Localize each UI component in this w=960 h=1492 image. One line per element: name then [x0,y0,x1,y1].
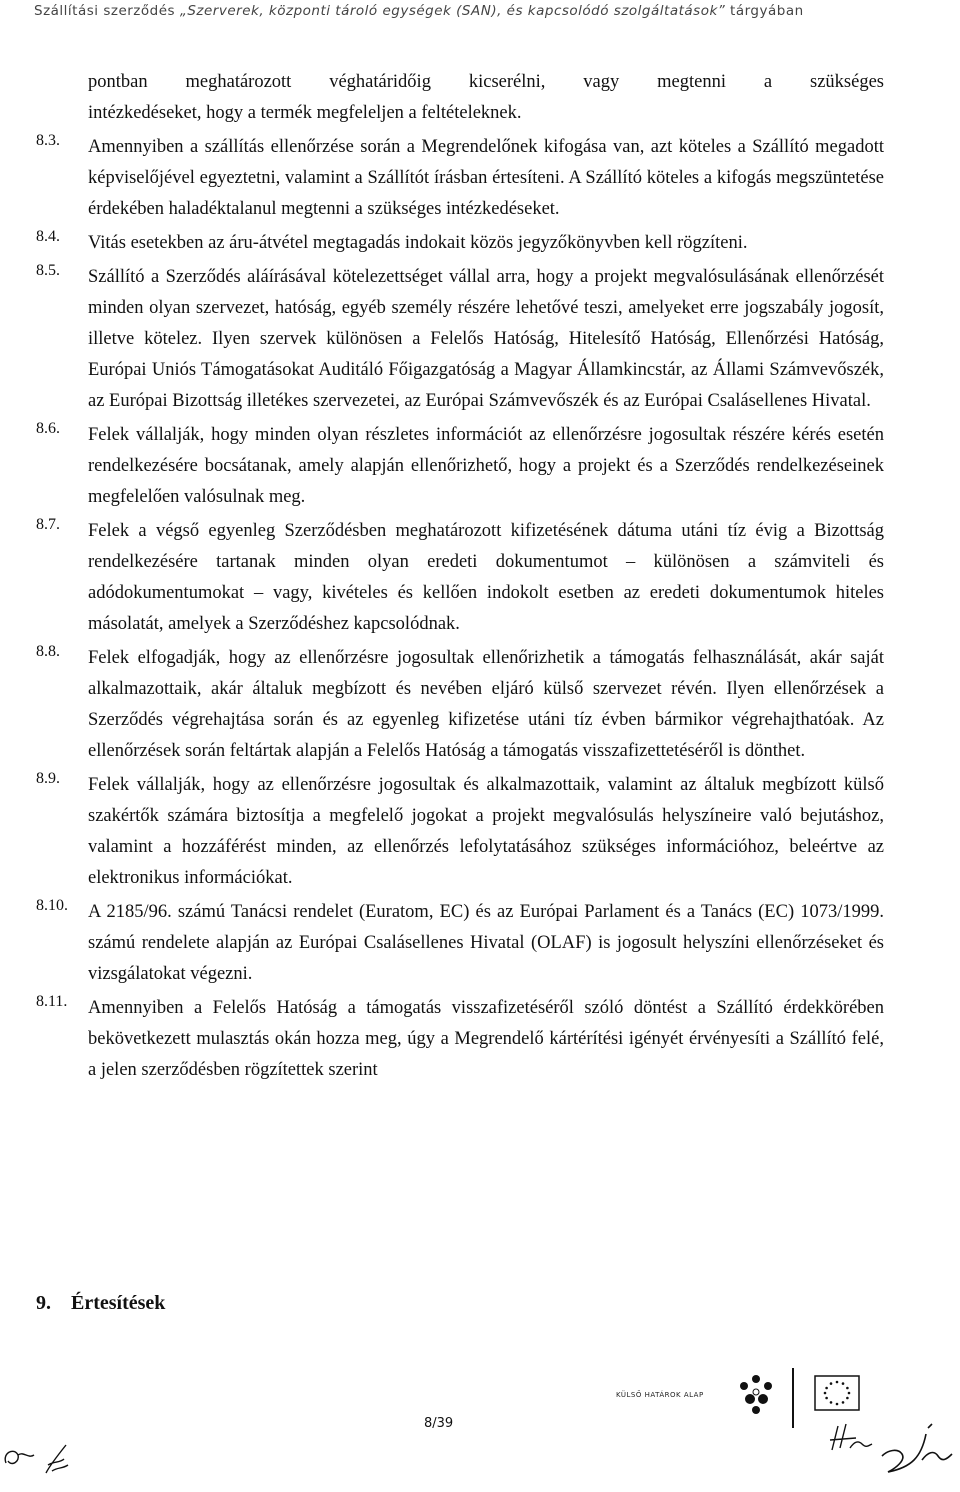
clause-text: Felek vállalják, hogy minden olyan részletes információt az ellenőrzésre jogosultak részére kérés esetén rendelkezésére bocsátanak, amely alapján ellenőrizhető, hogy a projekt és a Szerződés rendelkezéseinek megfelelően valósulnak meg. [88,425,884,507]
clause-text: Amennyiben a szállítás ellenőrzése során a Megrendelőnek kifogása van, azt köteles a Szállító megadott képviselőjével egyeztetni, valamint a Szállítót írásban értesíteni. A Szállító köteles a kifogás megszüntetése érdekében haladéktalanul megtenni a szükséges intézkedéseket. [88,137,884,219]
clause-text: Felek elfogadják, hogy az ellenőrzésre jogosultak ellenőrizhetik a támogatás felhasználását, akár saját alkalmazottaik, akár általuk megbízott és nevében eljáró külső szervezet révén. Ilyen ellenőrzések a Szerződés végrehajtása során és az egyenleg kifizetése utáni tíz évben bármikor végrehajthatóak. Az ellenőrzések során feltártak alapján a Felelős Hatóság a támogatás visszafizettetéséről is dönthet. [88,648,884,761]
clause-number: 8.6. [36,420,60,437]
clause-8-11 [36,993,884,1086]
clause-8-10 [36,897,884,990]
clause-number: 8.7. [36,516,60,533]
clause-number: 8.8. [36,643,60,660]
clause-8-4 [36,228,884,259]
continued-line-2: intézkedéseket, hogy a termék megfeleljen a feltételeknek. [88,103,522,123]
clause-text: Vitás esetekben az áru-átvétel megtagadás indokait közös jegyzőkönyvben kell rögzíteni. [88,233,748,253]
clause-number: 8.9. [36,770,60,787]
running-header [34,3,944,19]
eu-flag-icon [814,1375,860,1411]
clause-8-7 [36,516,884,640]
clause-8-9 [36,770,884,894]
clause-text: Felek a végső egyenleg Szerződésben meghatározott kifizetésének dátuma utáni tíz évig a Bizottság rendelkezésére tartanak minden olyan eredeti dokumentumot – különösen a számviteli és adódokumentumokat – vagy, kivételes és kellően indokolt esetben az eredeti dokumentumok hiteles másolatát, amelyek a Szerződéshez kapcsolódnak. [88,521,884,634]
clause-8-5 [36,262,884,417]
continued-line-1: pontban meghatározott véghatáridőig kicserélni, vagy megtenni a szükséges [88,72,884,92]
footer-divider [792,1368,794,1428]
page-number: 8/39 [424,1416,454,1431]
clause-number: 8.5. [36,262,60,279]
clause-text: Amennyiben a Felelős Hatóság a támogatás visszafizetéséről szóló döntést a Szállító érdekkörében bekövetkezett mulasztás okán hozza meg, úgy a Megrendelő kártérítési igényét érvényesíti a Szállító felé, a jelen szerződésben rögzítettek szerint [88,998,884,1080]
clause-8-3 [36,132,884,225]
clause-number: 8.11. [36,993,68,1010]
document-body [36,67,884,1086]
clause-text: A 2185/96. számú Tanácsi rendelet (Euratom, EC) és az Európai Parlament és a Tanács (EC) 1073/1999. számú rendelete alapján az Európai Csalásellenes Hivatal (OLAF) is jogosult helyszíni ellenőrzéseket és vizsgálatokat végezni. [88,902,884,984]
footer-org-name: KÜLSŐ HATÁROK ALAP [616,1391,704,1399]
clause-number: 8.4. [36,228,60,245]
section-title: Értesítések [71,1292,166,1314]
kulso-hatarok-alap-logo-icon [736,1372,776,1416]
clause-8-8 [36,643,884,767]
clause-text: Szállító a Szerződés aláírásával kötelezettséget vállal arra, hogy a projekt megvalósulásának ellenőrzését minden olyan szervezet, hatóság, egyéb személy részére lehetővé teszi, amelyeket erre jogszabály jogosít, illetve kötelez. Ilyen szervek különösen a Felelős Hatóság, Hitelesítő Hatóság, Ellenőrzési Hatóság, Európai Uniós Támogatásokat Auditáló Főigazgatóság a Magyar Államkincstár, az Állami Számvevőszék, az Európai Bizottság illetékes szervezetei, az Európai Számvevőszék és az Európai Csalásellenes Hivatal. [88,267,884,411]
initials-signature [0,1425,80,1480]
clause-number: 8.10. [36,897,68,914]
header-title: „Szerverek, központi tároló egységek (SAN), és kapcsolódó szolgáltatások” [179,3,726,19]
header-suffix: tárgyában [725,3,804,19]
clause-8-6 [36,420,884,513]
section-number: 9. [36,1292,51,1314]
header-prefix: Szállítási szerződés [34,3,180,19]
continued-paragraph [88,67,884,129]
section-heading [36,1292,165,1315]
clause-text: Felek vállalják, hogy az ellenőrzésre jogosultak és alkalmazottaik, valamint az általuk megbízott külső szakértők számára biztosítja a megfelelő jogokat a projekt megvalósulás helyszíneire való bejutáshoz, valamint a hozzáférést minden, az ellenőrzés lefolytatásához szükséges információhoz, beleértve az elektronikus információkat. [88,775,884,888]
handwritten-signature [876,1420,956,1486]
clause-number: 8.3. [36,132,60,149]
handwritten-signature [826,1418,874,1458]
